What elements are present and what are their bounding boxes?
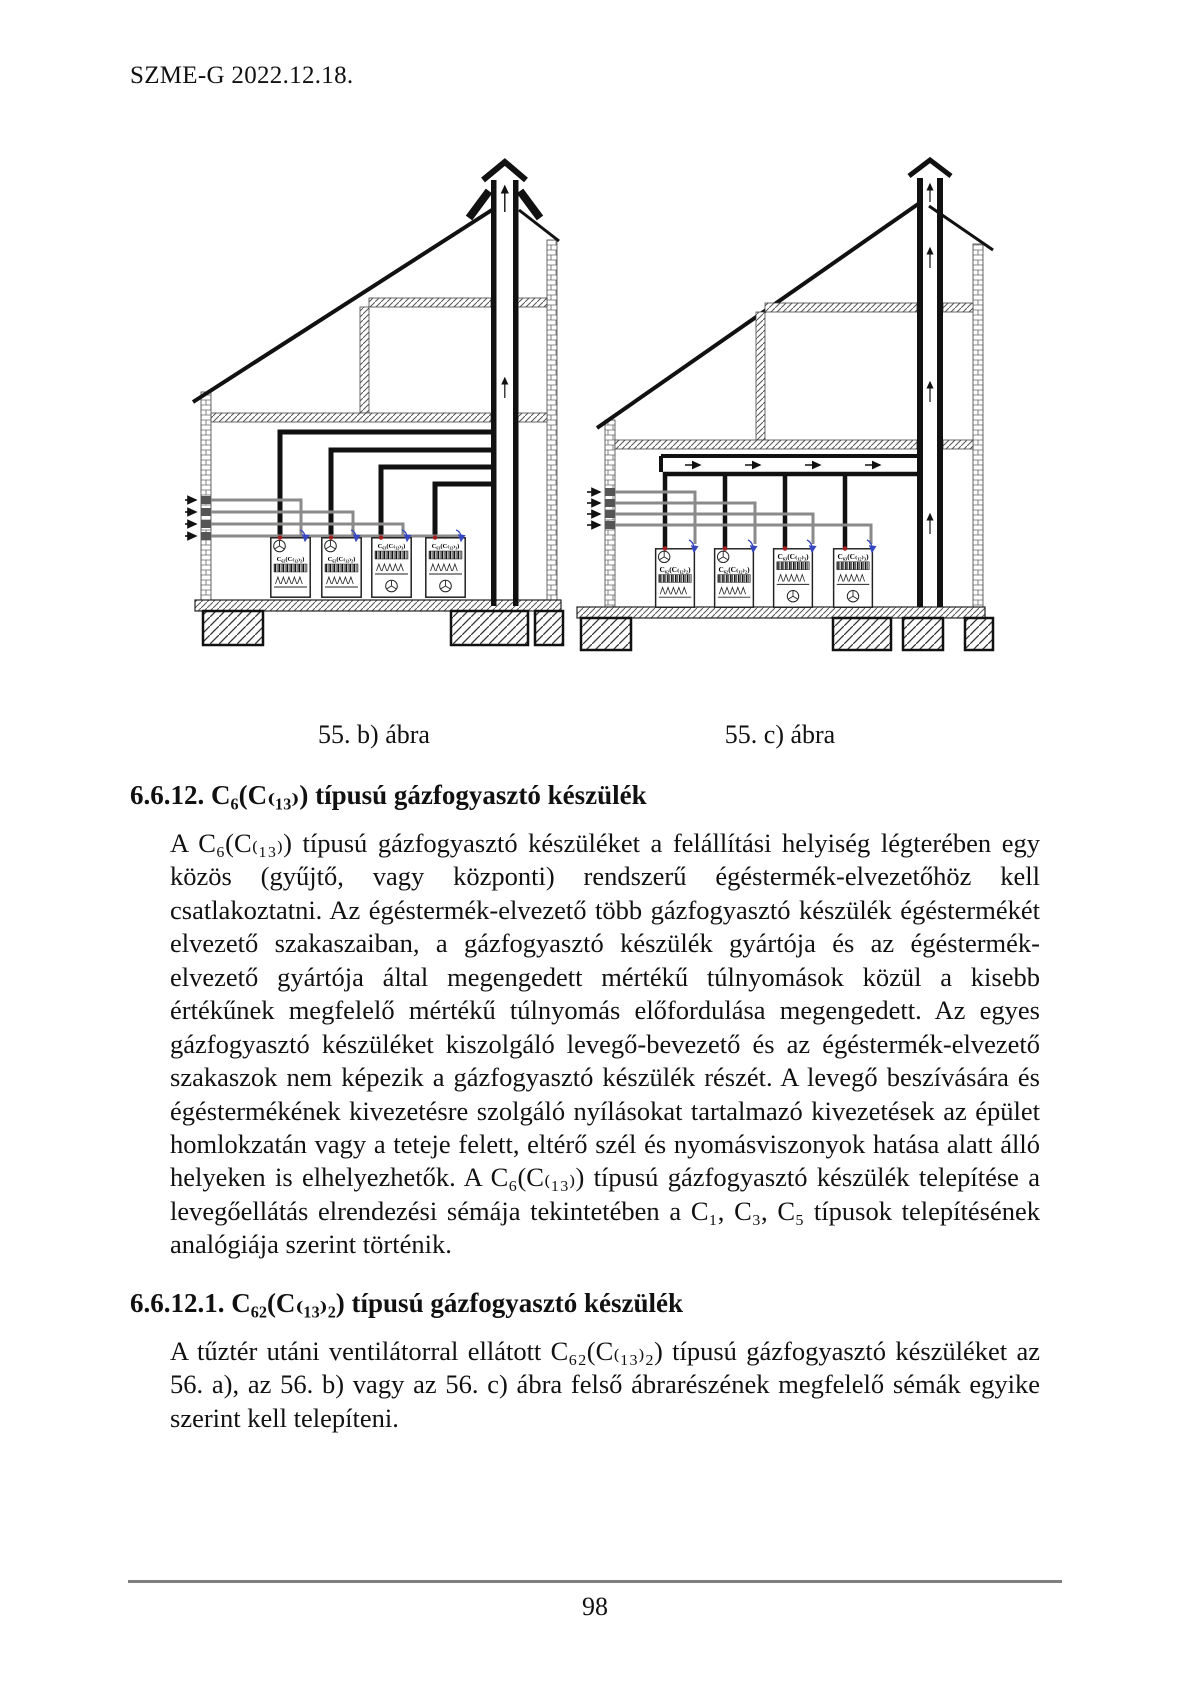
gas-appliances-b bbox=[271, 530, 465, 597]
figure-55c bbox=[565, 140, 995, 670]
air-intake-pipe bbox=[211, 500, 301, 538]
figure-55c-drawing bbox=[565, 140, 995, 665]
foundation-block bbox=[903, 618, 943, 650]
foundation-block bbox=[203, 611, 263, 645]
appliance-type-label: C₆₂(C₍₁₂₎₂) bbox=[276, 556, 305, 563]
flue-pipe bbox=[331, 450, 491, 540]
foundation-block bbox=[833, 618, 891, 650]
appliance-type-label: C₆₂(C₍₁₂₎₂) bbox=[659, 565, 691, 574]
chimney-b bbox=[469, 162, 540, 606]
right-wall bbox=[547, 240, 557, 602]
figure-captions bbox=[183, 720, 995, 750]
appliance-type-label: C₆₂(C₍₁₂₎₂) bbox=[718, 565, 750, 574]
appliance-type-label: C₆₃(C₍₁₂₎₃) bbox=[431, 543, 460, 550]
section-heading-6612: 6.6.12. C₆(C₍₁₃₎) típusú gázfogyasztó készülék bbox=[130, 780, 647, 810]
floor-slab bbox=[518, 413, 547, 422]
foundation-block bbox=[581, 618, 631, 650]
foundation-block bbox=[451, 611, 528, 645]
floor-slab bbox=[211, 413, 491, 422]
appliance-type-label: C₆₃(C₍₁₂₎₃) bbox=[837, 552, 869, 561]
figure-caption-55c: 55. c) ábra bbox=[724, 720, 836, 749]
interior-wall bbox=[756, 312, 765, 440]
appliance-type-label: C₆₃(C₍₁₂₎₃) bbox=[777, 552, 809, 561]
boiler-2 bbox=[715, 549, 754, 607]
attic-slab bbox=[369, 298, 491, 307]
foundation-block bbox=[965, 618, 993, 650]
figure-caption-55b: 55. b) ábra bbox=[318, 720, 430, 749]
figure-55b-drawing bbox=[183, 140, 565, 665]
footer-rule bbox=[128, 1580, 1062, 1583]
air-intake-pipes-c bbox=[615, 492, 871, 544]
attic-slab bbox=[943, 303, 973, 312]
air-intake-pipe bbox=[615, 525, 871, 544]
air-inflow-arrows-b bbox=[185, 500, 196, 536]
figure-row bbox=[183, 140, 995, 670]
page-number: 98 bbox=[582, 1592, 608, 1621]
attic-slab bbox=[518, 298, 547, 307]
air-inflow-arrows-c bbox=[587, 492, 600, 525]
gas-appliances-c bbox=[656, 540, 873, 607]
chimney-c bbox=[909, 160, 951, 607]
right-wall bbox=[973, 244, 983, 607]
document-body bbox=[130, 780, 1062, 1445]
floor-slab bbox=[943, 440, 973, 449]
ground-slab bbox=[577, 607, 985, 618]
appliance-type-label: C₆₂(C₍₁₂₎₂) bbox=[327, 556, 356, 563]
boiler-2 bbox=[322, 538, 361, 597]
section-paragraph-66121: A tűztér utáni ventilátorral ellátott C₆₂(C₍₁₃₎₂) típusú gázfogyasztó készüléket az 56. a), az 56. b) vagy az 56. c) ábra felső ábrarészének megfelelő sémák egyike szerint kell telepíteni. bbox=[170, 1335, 1040, 1433]
interior-wall bbox=[360, 307, 369, 413]
section-paragraph-6612: A C₆(C₍₁₃₎) típusú gázfogyasztó készüléket a felállítási helyiség légterében egy közös (gyűjtő, vagy központi) rendszerű égéstermék-elvezetőhöz kell csatlakoztatni. Az égéstermék-elvezető több gázfogyasztó készülék égéstermékét elvezető szakaszaiban, a gázfogyasztó készülék gyártója és az égéstermék-elvezető gyártója által megengedett mértékű túlnyomások közül a kisebb értékűnek megfelelő mértékű túlnyomás előfordulása megengedett. Az egyes gázfogyasztó készüléket kiszolgáló levegő-bevezető és az égéstermék-elvezető szakaszok nem képezik a gázfogyasztó készülék részét. A levegő beszívására és égéstermékének kivezetésre szolgáló nyílásokat tartalmazó kivezetések az épület homlokzatán vagy a teteje felett, eltérő szél és nyomásviszonyok hatása alatt álló helyeken is elhelyezhetők. A C₆(C₍₁₃₎) típusú gázfogyasztó készülék telepítése a levegőellátás elrendezési sémája tekintetében a C₁, C₃, C₅ típusok telepítésének analógiája szerint történik. bbox=[170, 828, 1040, 1260]
flue-pipe bbox=[665, 474, 917, 548]
foundation-block bbox=[535, 611, 563, 645]
flue-pipe bbox=[435, 484, 491, 540]
ground-slab bbox=[195, 600, 561, 611]
attic-slab bbox=[765, 303, 917, 312]
chimney-cap bbox=[909, 160, 951, 176]
air-intake-pipes-b bbox=[211, 500, 457, 539]
boiler-1 bbox=[656, 549, 695, 607]
boiler-1 bbox=[271, 538, 310, 597]
section-heading-66121: 6.6.12.1. C₆₂(C₍₁₃₎₂) típusú gázfogyasztó készülék bbox=[130, 1287, 684, 1318]
flue-risers bbox=[665, 474, 917, 548]
document-header: SZME-G 2022.12.18. bbox=[130, 62, 354, 89]
appliance-type-label: C₆₃(C₍₁₂₎₃) bbox=[377, 543, 406, 550]
figure-55b bbox=[183, 140, 565, 670]
floor-slab bbox=[615, 440, 917, 449]
air-intake-pipe bbox=[615, 492, 695, 544]
chimney-cap bbox=[483, 162, 526, 180]
